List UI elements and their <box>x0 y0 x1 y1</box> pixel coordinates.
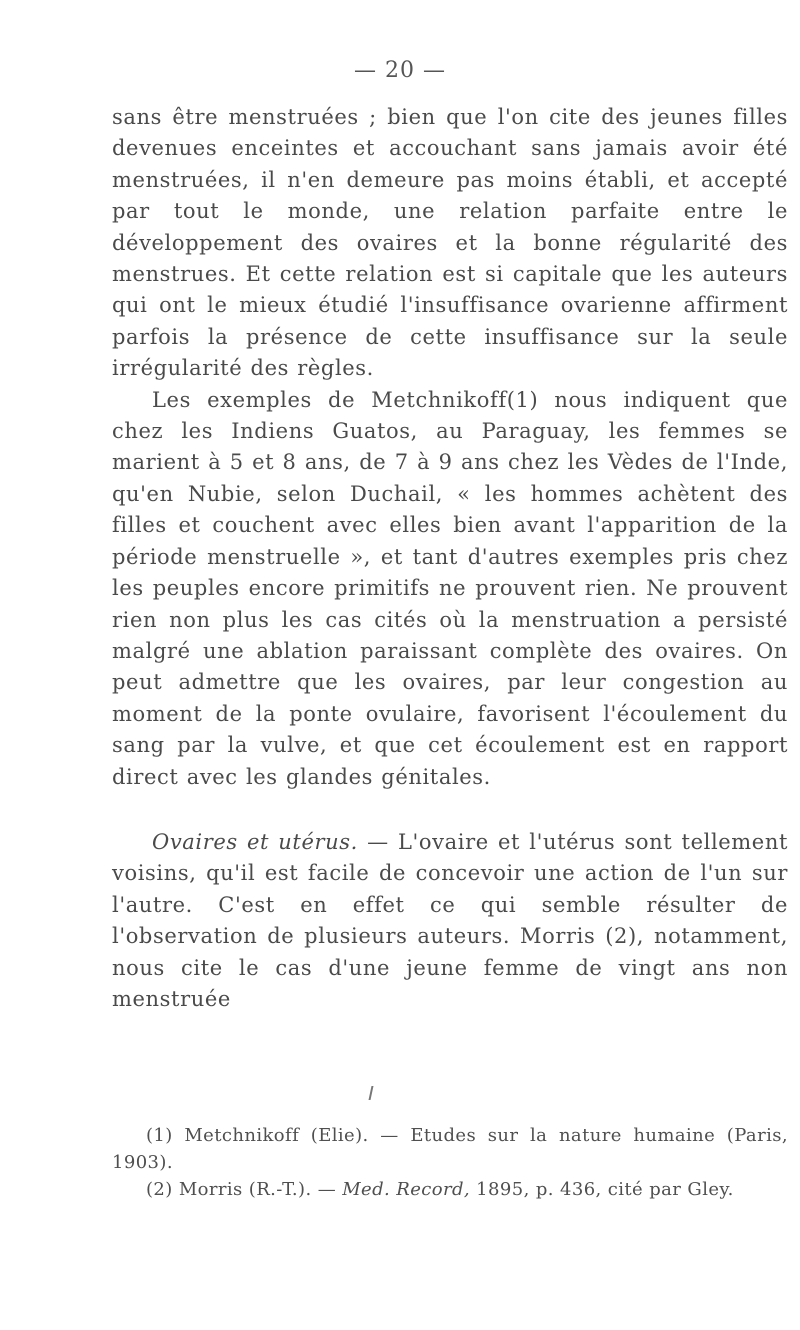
footnote-2 <box>112 1176 788 1203</box>
footnote-2-suffix: 1895, p. 436, cité par Gley. <box>470 1179 734 1200</box>
footnotes <box>112 1122 788 1203</box>
page-number: — 20 — <box>354 58 446 83</box>
paragraph-2: Les exemples de Metchnikoff(1) nous indiquent que chez les Indiens Guatos, au Paraguay, les femmes se marient à 5 et 8 ans, de 7 à 9 ans chez les Vèdes de l'Inde, qu'en Nubie, selon Duchail, « les hommes achètent des filles et couchent avec elles bien avant l'apparition de la période menstruelle », et tant d'autres exemples pris chez les peuples encore primitifs ne prouvent rien. Ne prouvent rien non plus les cas cités où la menstruation a persisté malgré une ablation paraissant complète des ovaires. On peut admettre que les ovaires, par leur congestion au moment de la ponte ovulaire, favorisent l'écoulement du sang par la vulve, et que cet écoulement est en rapport direct avec les glandes génitales. <box>112 387 788 789</box>
body-text <box>112 102 788 1015</box>
paragraph-3-text: — L'ovaire et l'utérus sont tellement voisins, qu'il est facile de concevoir une action de l'un sur l'autre. C'est en effet ce qui semble résulter de l'observation de plusieurs auteurs. Morris (2), notamment, nous cite le cas d'une jeune femme de vingt ans non menstruée <box>112 829 788 1011</box>
paragraph-1: sans être menstruées ; bien que l'on cite des jeunes filles devenues enceintes et accouchant sans jamais avoir été menstruées, il n'en demeure pas moins établi, et accepté par tout le monde, une relation parfaite entre le développement des ovaires et la bonne régularité des menstrues. Et cette relation est si capitale que les auteurs qui ont le mieux étudié l'insuffisance ovarienne affirment parfois la présence de cette insuffisance sur la seule irrégularité des règles. <box>112 105 788 381</box>
section-heading: Ovaires et utérus. <box>152 829 358 854</box>
footnote-1: (1) Metchnikoff (Elie). — Etudes sur la nature humaine (Paris, 1903). <box>112 1125 788 1173</box>
footnote-2-journal: Med. Record, <box>342 1179 471 1200</box>
footnote-separator <box>369 1086 374 1100</box>
footnote-2-prefix: (2) Morris (R.-T.). — <box>146 1179 343 1200</box>
paragraph-3 <box>112 827 788 1015</box>
